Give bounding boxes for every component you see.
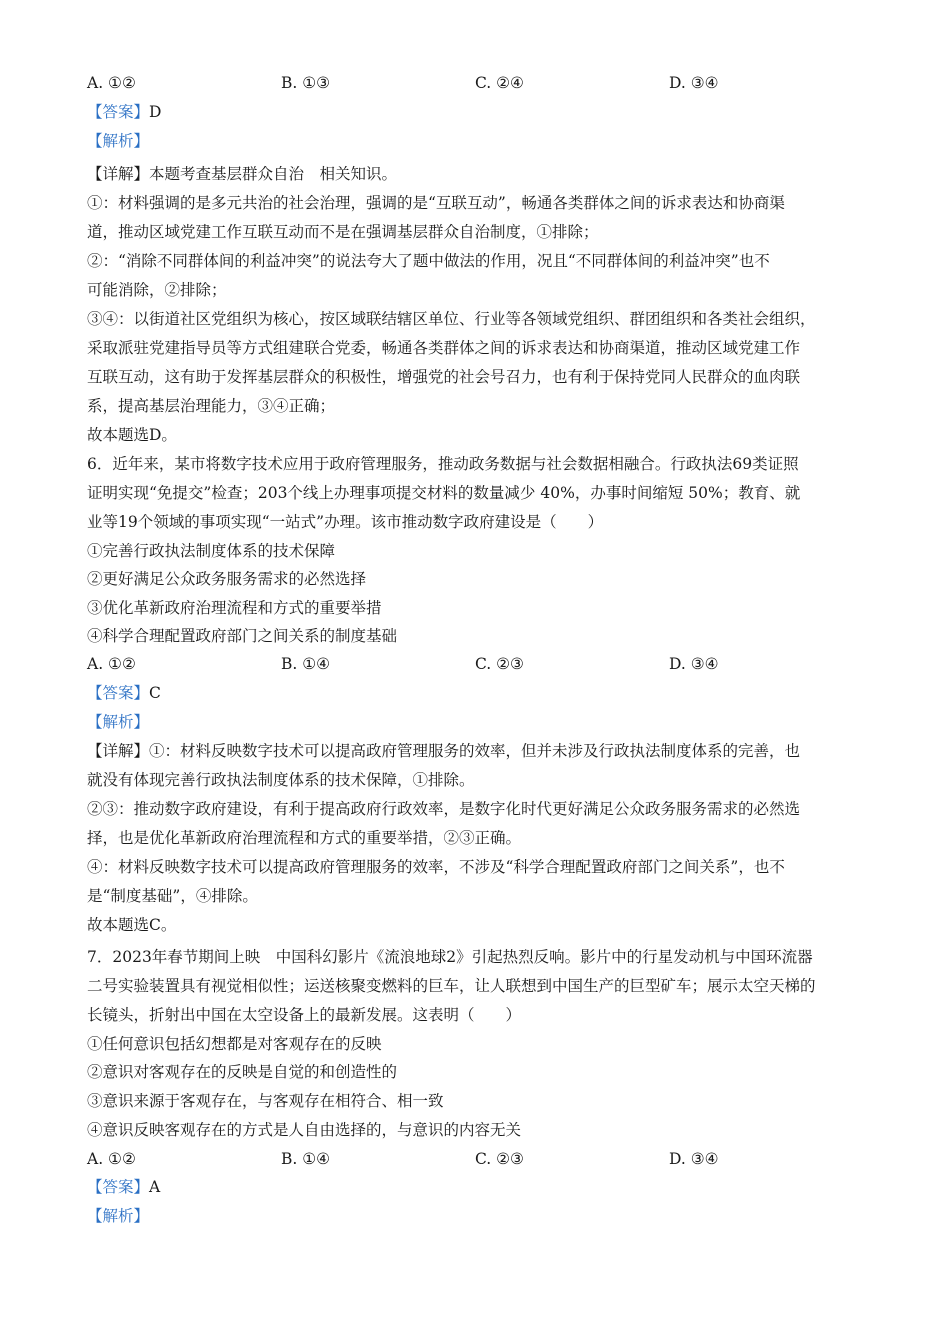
q5-analysis-tag: 【解析】 (87, 132, 150, 150)
q7-answer (87, 1177, 160, 1197)
q6-answer (87, 683, 161, 703)
q6-stem-line: 业等19个领域的事项实现“一站式”办理。该市推动数字政府建设是（ ） (87, 513, 604, 531)
q7-statement: ①任何意识包括幻想都是对客观存在的反映 (87, 1035, 382, 1053)
q6-option-b: B. ①④ (281, 655, 331, 673)
q6-detail-line: 【详解】①：材料反映数字技术可以提高政府管理服务的效率，但并未涉及行政执法制度体系的完善，也 (87, 742, 801, 760)
q6-detail-line: 就没有体现完善行政执法制度体系的技术保障，①排除。 (87, 771, 475, 789)
answer-tag: 【答案】 (87, 103, 150, 121)
q5-detail-line: 【详解】本题考查基层群众自治 相关知识。 (87, 165, 398, 183)
q5-detail-line: 采取派驻党建指导员等方式组建联合党委，畅通各类群体之间的诉求表达和协商渠道，推动区域党建工作 (87, 339, 801, 357)
q5-option-b: B. ①③ (281, 74, 331, 92)
answer-tag: 【答案】 (87, 684, 150, 702)
q6-option-d: D. ③④ (669, 655, 719, 673)
q7-option-b: B. ①④ (281, 1150, 331, 1168)
answer-tag: 【答案】 (87, 1178, 150, 1196)
q5-conclusion: 故本题选D。 (87, 426, 177, 444)
q5-answer (87, 102, 161, 122)
answer-value: D (149, 103, 162, 121)
answer-value: C (149, 684, 161, 702)
q7-stem-line: 二号实验装置具有视觉相似性；运送核聚变燃料的巨车，让人联想到中国生产的巨型矿车；展示太空天梯的 (87, 977, 816, 995)
q5-option-c: C. ②④ (475, 74, 524, 92)
q6-statement: ①完善行政执法制度体系的技术保障 (87, 542, 336, 560)
q6-statement: ②更好满足公众政务服务需求的必然选择 (87, 570, 367, 588)
q6-statement: ④科学合理配置政府部门之间关系的制度基础 (87, 627, 398, 645)
q7-option-d: D. ③④ (669, 1150, 719, 1168)
q6-detail-line: 择，也是优化革新政府治理流程和方式的重要举措，②③正确。 (87, 829, 522, 847)
q6-detail-line: ②③：推动数字政府建设，有利于提高政府行政效率，是数字化时代更好满足公众政务服务需求的必然选 (87, 800, 801, 818)
q6-option-c: C. ②③ (475, 655, 524, 673)
q7-stem-line: 7．2023年春节期间上映 中国科幻影片《流浪地球2》引起热烈反响。影片中的行星发动机与中国环流器 (87, 948, 813, 966)
q7-statement: ②意识对客观存在的反映是自觉的和创造性的 (87, 1063, 398, 1081)
q5-detail-line: ①：材料强调的是多元共治的社会治理，强调的是“互联互动”，畅通各类群体之间的诉求表达和协商渠 (87, 194, 785, 212)
q5-detail-line: 系，提高基层治理能力，③④正确； (87, 397, 336, 415)
q6-statement: ③优化革新政府治理流程和方式的重要举措 (87, 599, 382, 617)
q7-option-a: A. ①② (87, 1150, 136, 1168)
q6-stem-line: 证明实现“免提交”检查；203个线上办理事项提交材料的数量减少 40%，办事时间缩短 50%；教育、就 (87, 484, 801, 502)
q5-detail-line: 可能消除，②排除； (87, 281, 227, 299)
q6-analysis-tag: 【解析】 (87, 713, 150, 731)
answer-value: A (149, 1178, 161, 1196)
q5-detail-line: 互联互动，这有助于发挥基层群众的积极性，增强党的社会号召力，也有利于保持党同人民群众的血肉联 (87, 368, 801, 386)
q5-option-a: A. ①② (87, 74, 136, 92)
q6-detail-line: ④：材料反映数字技术可以提高政府管理服务的效率，不涉及“科学合理配置政府部门之间关系”，也不 (87, 858, 785, 876)
q5-detail-line: 道，推动区域党建工作互联互动而不是在强调基层群众自治制度，①排除； (87, 223, 599, 241)
q5-option-d: D. ③④ (669, 74, 719, 92)
q7-statement: ③意识来源于客观存在，与客观存在相符合、相一致 (87, 1092, 444, 1110)
q5-detail-line: ③④：以街道社区党组织为核心，按区域联结辖区单位、行业等各领域党组织、群团组织和各类社会组织， (87, 310, 816, 328)
q5-detail-line: ②：“消除不同群体间的利益冲突”的说法夸大了题中做法的作用，况且“不同群体间的利益冲突”也不 (87, 252, 770, 270)
q7-statement: ④意识反映客观存在的方式是人自由选择的，与意识的内容无关 (87, 1121, 522, 1139)
q6-stem-line: 6．近年来，某市将数字技术应用于政府管理服务，推动政务数据与社会数据相融合。行政执法69类证照 (87, 455, 799, 473)
q6-option-a: A. ①② (87, 655, 136, 673)
q7-option-c: C. ②③ (475, 1150, 524, 1168)
q6-conclusion: 故本题选C。 (87, 916, 177, 934)
q7-analysis-tag: 【解析】 (87, 1207, 150, 1225)
q6-detail-line: 是“制度基础”，④排除。 (87, 887, 258, 905)
q7-stem-line: 长镜头，折射出中国在太空设备上的最新发展。这表明（ ） (87, 1006, 522, 1024)
